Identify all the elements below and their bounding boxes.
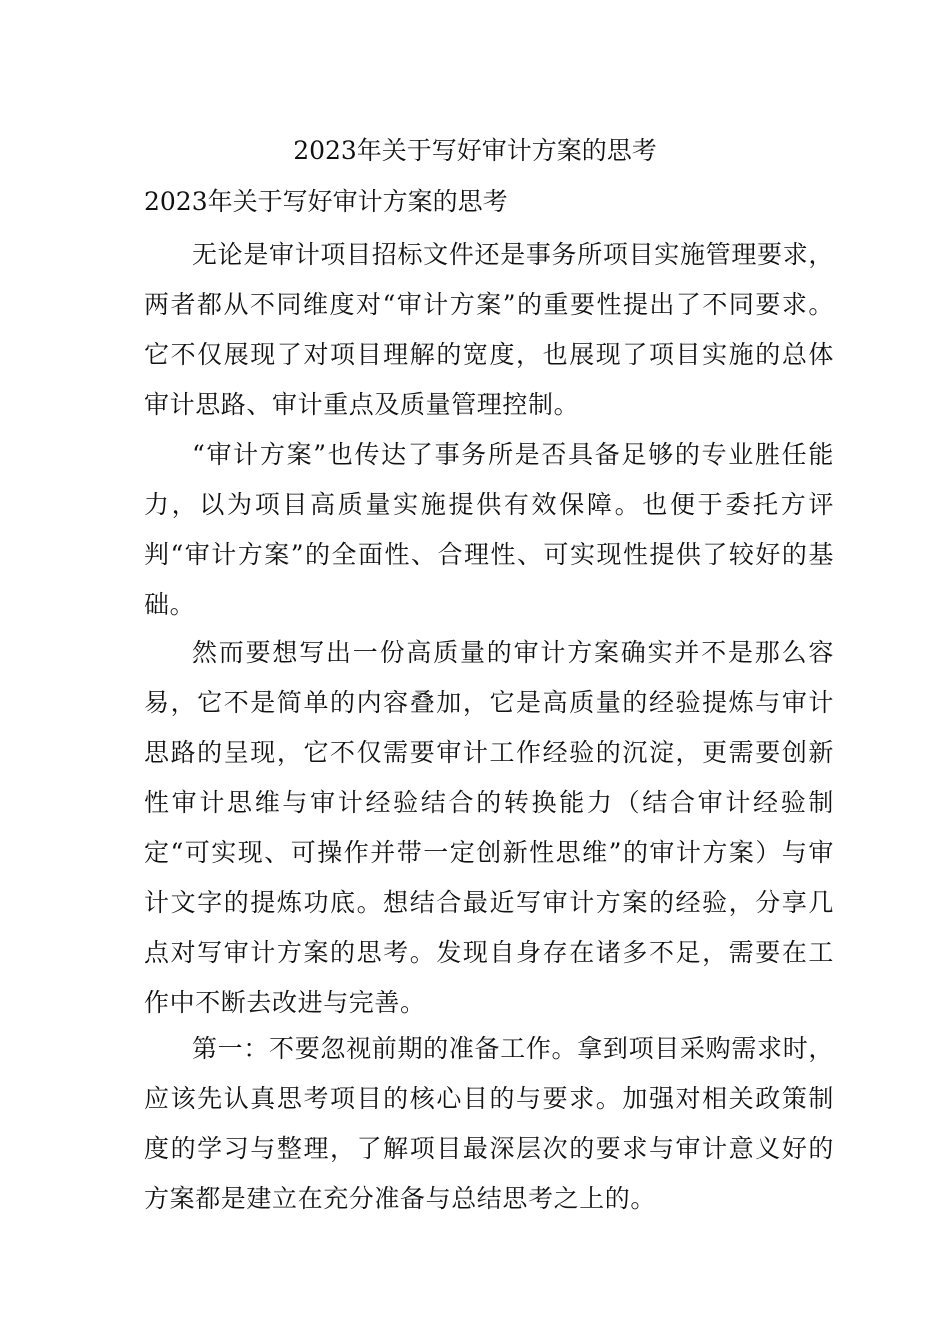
paragraph-point-one: 第一：不要忽视前期的准备工作。拿到项目采购需求时，应该先认真思考项目的核心目的与要求。加强对相关政策制度的学习与整理，了解项目最深层次的要求与审计意义好的方案都是建立在充分准备与总结思考之上的。 (144, 1034, 834, 1213)
document-title: 2023年关于写好审计方案的思考 (293, 136, 657, 165)
document-subtitle: 2023年关于写好审计方案的思考 (144, 187, 508, 216)
paragraph-audit-plan-role: “审计方案”也传达了事务所是否具备足够的专业胜任能力，以为项目高质量实施提供有效保障。也便于委托方评判“审计方案”的全面性、合理性、可实现性提供了较好的基础。 (144, 440, 834, 619)
paragraph-challenges: 然而要想写出一份高质量的审计方案确实并不是那么容易，它不是简单的内容叠加，它是高质量的经验提炼与审计思路的呈现，它不仅需要审计工作经验的沉淀，更需要创新性审计思维与审计经验结合的转换能力（结合审计经验制定“可实现、可操作并带一定创新性思维”的审计方案）与审计文字的提炼功底。想结合最近写审计方案的经验，分享几点对写审计方案的思考。发现自身存在诸多不足，需要在工作中不断去改进与完善。 (144, 638, 834, 1017)
paragraph-intro: 无论是审计项目招标文件还是事务所项目实施管理要求，两者都从不同维度对“审计方案”的重要性提出了不同要求。它不仅展现了对项目理解的宽度，也展现了项目实施的总体审计思路、审计重点及质量管理控制。 (144, 240, 834, 419)
